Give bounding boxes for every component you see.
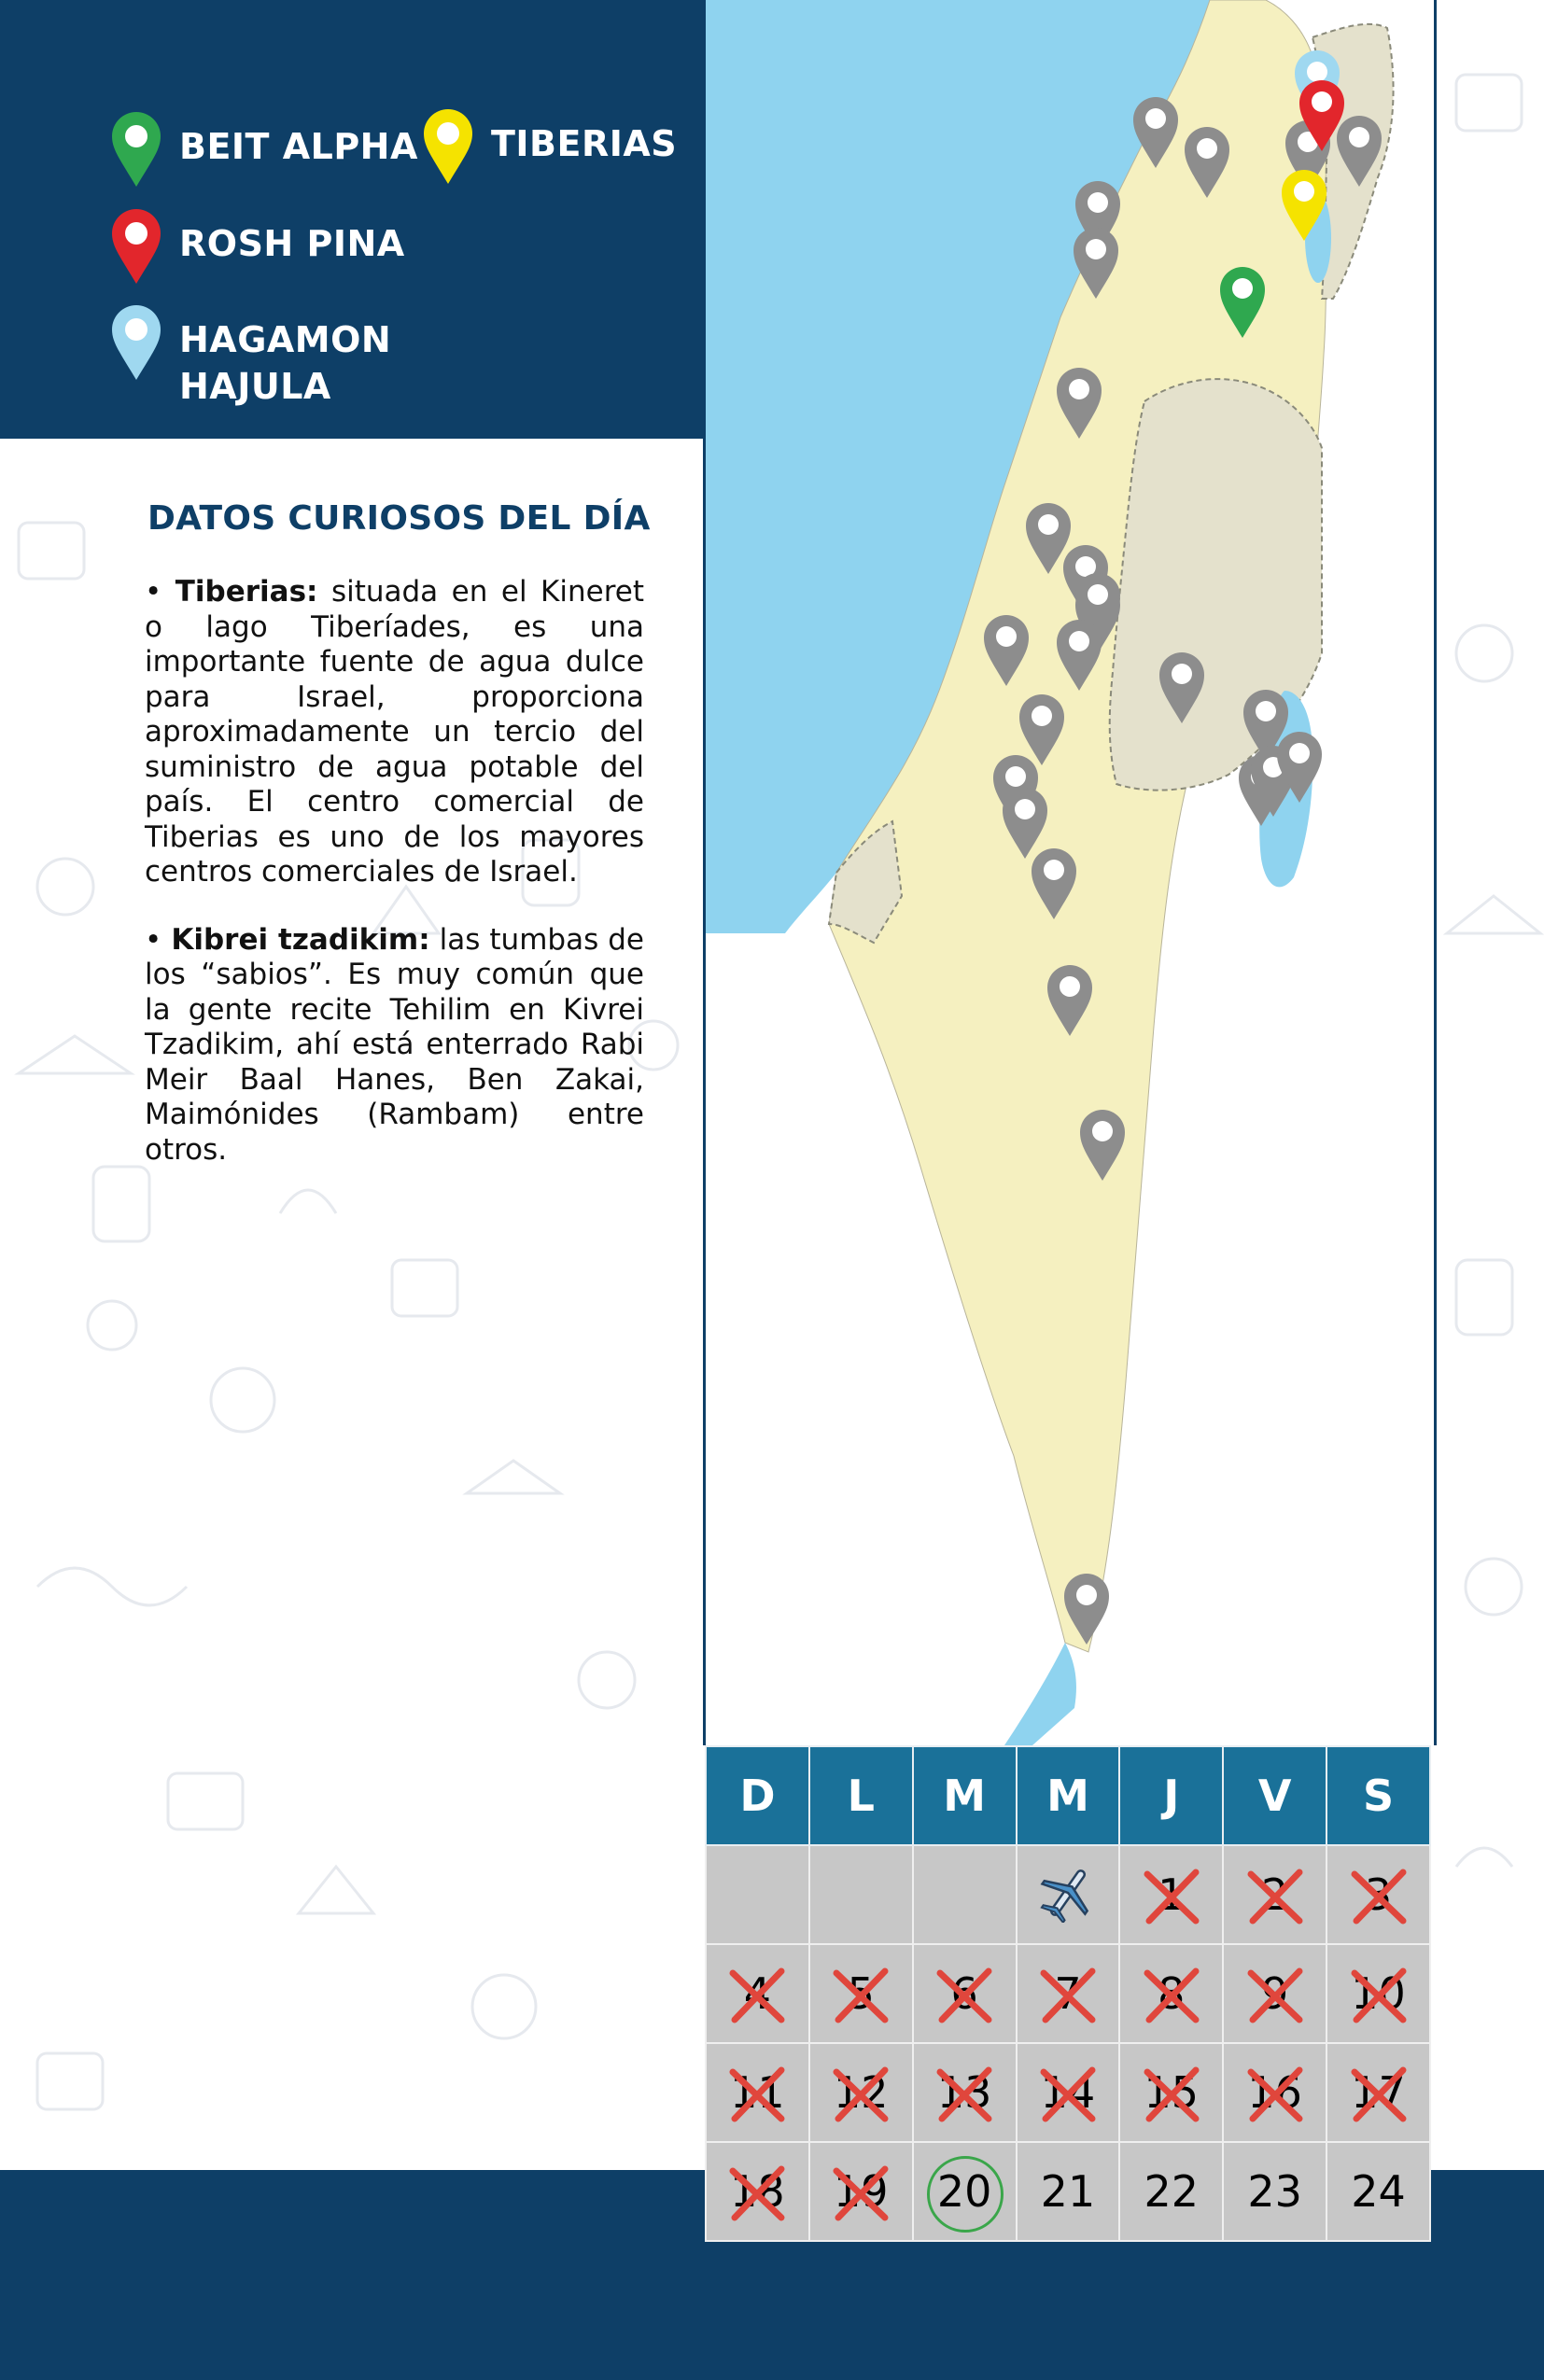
calendar-day [706, 1845, 809, 1944]
green-pin-icon [110, 110, 162, 189]
calendar-day [1119, 2142, 1223, 2241]
airplane-icon [1038, 1863, 1098, 1923]
calendar-day [1223, 2142, 1326, 2241]
day-number: 23 [1247, 2166, 1302, 2217]
fact-paragraph: • Tiberias: situada en el Kineret o lago Tiberíades, es una importante fuente de agua dulce para Israel, proporciona aproximadamente un tercio del suministro de agua potable del país. El centro comercial de Tiberias es uno de los mayores centros comerciales de Israel. [145, 575, 645, 889]
calendar-day [1223, 1845, 1326, 1944]
calendar-day [913, 1944, 1017, 2043]
day-number: 9 [1261, 1968, 1289, 2019]
cross-out-icon [1142, 1867, 1201, 1926]
map-svg [706, 0, 1434, 1745]
calendar-day [1017, 1845, 1120, 1944]
calendar-day [809, 1944, 913, 2043]
legend-panel [0, 0, 705, 439]
day-number: 12 [833, 2067, 889, 2118]
cross-out-icon [1349, 2065, 1409, 2124]
weekday-header: D [706, 1746, 809, 1845]
cross-out-icon [1245, 1867, 1305, 1926]
weekday-header: M [1017, 1746, 1120, 1845]
day-number: 10 [1351, 1968, 1406, 2019]
fact-paragraph: • Kibrei tzadikim: las tumbas de los “sabios”. Es muy común que la gente recite Tehilim en Kivrei Tzadikim, ahí está enterrado Rabi Meir Baal Hanes, Ben Zakai, Maimónides (Rambam) entre otros. [145, 922, 644, 1167]
calendar-day [913, 1845, 1017, 1944]
legend-item-hagamon-hajula [110, 303, 391, 410]
calendar-body [706, 1845, 1430, 2241]
cross-out-icon [831, 1966, 891, 2025]
legend-item-rosh-pina [110, 207, 405, 286]
calendar-day [1326, 1845, 1430, 1944]
calendar-day [1119, 2043, 1223, 2142]
legend-item-beit-alpha [110, 110, 418, 189]
day-number: 8 [1158, 1968, 1186, 2019]
weekday-header: S [1326, 1746, 1430, 1845]
cross-out-icon [1349, 1867, 1409, 1926]
calendar-day [1223, 1944, 1326, 2043]
cross-out-icon [1142, 1966, 1201, 2025]
calendar-day [1326, 1944, 1430, 2043]
calendar-day [1326, 2043, 1430, 2142]
yellow-pin-icon [422, 107, 474, 186]
gulf-of-aqaba [1004, 1643, 1076, 1745]
legend-label: TIBERIAS [491, 123, 678, 164]
calendar-header-row [706, 1746, 1430, 1845]
day-number: 17 [1351, 2067, 1406, 2118]
calendar-day [913, 2142, 1017, 2241]
legend-label: HAGAMON HAJULA [179, 319, 392, 407]
calendar-day [1017, 2142, 1120, 2241]
fun-facts-section [145, 499, 651, 1200]
calendar-week-row [706, 2142, 1430, 2241]
cross-out-icon [1349, 1966, 1409, 2025]
calendar-day [706, 2142, 809, 2241]
day-number: 6 [950, 1968, 978, 2019]
calendar-day [809, 2043, 913, 2142]
day-number: 24 [1351, 2166, 1406, 2217]
day-number: 14 [1040, 2067, 1096, 2118]
day-number: 5 [847, 1968, 875, 2019]
day-number: 7 [1054, 1968, 1082, 2019]
day-number: 21 [1040, 2166, 1096, 2217]
day-number: 18 [730, 2166, 785, 2217]
calendar-day [1223, 2043, 1326, 2142]
fact-term: Tiberias: [175, 575, 318, 609]
cross-out-icon [1142, 2065, 1201, 2124]
cross-out-icon [727, 2065, 787, 2124]
cross-out-icon [934, 2065, 994, 2124]
calendar-week-row [706, 1845, 1430, 1944]
legend-item-tiberias [422, 107, 677, 186]
day-number: 15 [1144, 2067, 1200, 2118]
weekday-header: V [1223, 1746, 1326, 1845]
red-pin-icon [110, 207, 162, 286]
section-title: DATOS CURIOSOS DEL DÍA [147, 499, 651, 538]
calendar-day [1119, 1944, 1223, 2043]
day-number: 20 [936, 2166, 992, 2217]
day-number: 11 [730, 2067, 785, 2118]
day-number: 4 [743, 1968, 772, 2019]
calendar-week-row [706, 2043, 1430, 2142]
weekday-header: M [913, 1746, 1017, 1845]
day-number: 22 [1144, 2166, 1200, 2217]
day-number: 19 [833, 2166, 889, 2217]
fact-text: las tumbas de los “sabios”. Es muy común que la gente recite Tehilim en Kivrei Tzadikim, ahí está enterrado Rabi Meir Baal Hanes, Ben Zakai, Maimónides (Rambam) entre otros. [145, 922, 644, 1167]
weekday-header: J [1119, 1746, 1223, 1845]
fact-text: situada en el Kineret o lago Tiberíades, es una importante fuente de agua dulce para Israel, proporciona aproximadamente un tercio del suministro de agua potable del país. El centro comercial de Tiberias es uno de los mayores centros comerciales de Israel. [145, 575, 645, 889]
calendar-day [809, 1845, 913, 1944]
trip-calendar [705, 1745, 1431, 2242]
day-number: 16 [1247, 2067, 1302, 2118]
calendar-day [1017, 1944, 1120, 2043]
light-blue-pin-icon [110, 303, 162, 382]
cross-out-icon [727, 2163, 787, 2223]
legend-label: BEIT ALPHA [179, 126, 418, 167]
cross-out-icon [1245, 1966, 1305, 2025]
weekday-header: L [809, 1746, 913, 1845]
day-number: 1 [1158, 1869, 1186, 1920]
cross-out-icon [1245, 2065, 1305, 2124]
day-number: 3 [1364, 1869, 1393, 1920]
cross-out-icon [727, 1966, 787, 2025]
cross-out-icon [1038, 2065, 1098, 2124]
cross-out-icon [831, 2065, 891, 2124]
calendar-day [1326, 2142, 1430, 2241]
legend-label: ROSH PINA [179, 223, 405, 264]
calendar-day [1119, 1845, 1223, 1944]
day-number: 13 [936, 2067, 992, 2118]
calendar-day [706, 1944, 809, 2043]
day-number: 2 [1261, 1869, 1289, 1920]
calendar-day [1017, 2043, 1120, 2142]
calendar-week-row [706, 1944, 1430, 2043]
calendar-day [706, 2043, 809, 2142]
cross-out-icon [1038, 1966, 1098, 2025]
fact-term: Kibrei tzadikim: [171, 922, 430, 957]
cross-out-icon [831, 2163, 891, 2223]
cross-out-icon [934, 1966, 994, 2025]
calendar-day [913, 2043, 1017, 2142]
israel-map [703, 0, 1437, 1745]
calendar-day [809, 2142, 913, 2241]
